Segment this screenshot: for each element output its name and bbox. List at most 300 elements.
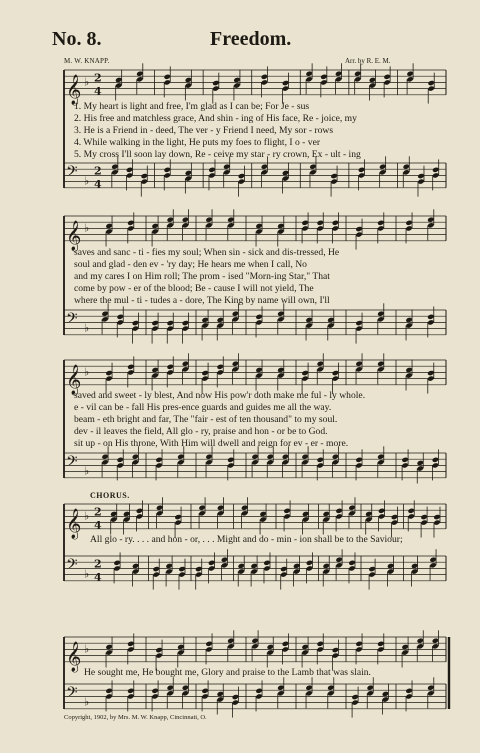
note-head [332,647,339,653]
note-head [330,178,337,184]
note-head [309,169,316,175]
note-head [432,457,439,463]
note-head [306,565,313,571]
note-head [232,366,239,372]
note-head [177,649,184,655]
note-head [405,225,412,231]
note-head [379,169,386,175]
note-head [227,457,234,463]
note-head [174,514,181,520]
system-1-lyric-verse-5: 5. My cross I'll soon lay down, Re - ceive my star - ry crown, Ex - ult - ing [74,149,361,160]
note-head [255,372,262,378]
note-head [368,571,375,577]
note-head [429,562,436,568]
note-head [105,649,112,655]
note-head [335,76,342,82]
note-head [283,508,290,514]
note-head [320,74,327,80]
system-2-lyric-verse-5: where the mul - ti - tudes a - dore, The King by name will own, I'll [74,295,330,306]
time-signature-top: 2 [94,505,102,519]
note-head [391,519,398,525]
note-head [182,325,189,331]
note-head [282,459,289,465]
note-head [323,568,330,574]
note-head [417,465,424,471]
note-head [261,169,268,175]
note-head [355,641,362,647]
treble-clef-icon: 𝄞 [66,364,82,395]
note-head [261,74,268,80]
note-head [420,514,427,520]
treble-clef-icon: 𝄞 [66,641,82,672]
note-head [282,641,289,647]
note-head [164,172,171,178]
note-head [317,641,324,647]
system-3-lyric-verse-2: e - vil can be - fall His pres-ence guards and guides me all the way. [74,402,332,413]
note-head [280,566,287,572]
note-head [115,82,122,88]
note-head [238,568,245,574]
note-head [432,643,439,649]
note-head [433,519,440,525]
note-head [127,369,134,375]
note-head [132,325,139,331]
system-3-lyric-verse-5: sit up - on His throne, With Him will dwell and reign for ev - er - more. [74,438,349,449]
note-head [348,510,355,516]
note-head [403,169,410,175]
note-head [201,688,208,694]
note-head [205,641,212,647]
system-3-lyric-verse-3: beam - eth bright and far, The "fair - est of ten thousand" to my soul. [74,414,338,425]
note-head [153,571,160,577]
note-head [354,76,361,82]
note-head [212,85,219,91]
note-head [263,565,270,571]
time-signature-top: 2 [94,164,102,178]
note-head [427,314,434,320]
note-head [305,322,312,328]
note-head [127,220,134,226]
note-head [117,319,124,325]
note-head [417,173,424,179]
note-head [232,694,239,700]
note-head [332,225,339,231]
note-head [267,459,274,465]
note-head [383,79,390,85]
hymn-number: No. 8. [52,28,102,50]
treble-clef-icon: 𝄞 [66,220,82,251]
note-head [401,462,408,468]
note-head [355,462,362,468]
system-2-lyric-verse-2: soul and glad - den ev - 'ry day; He hears me when I call, No [74,259,307,270]
note-head [401,649,408,655]
note-head [277,372,284,378]
note-head [178,571,185,577]
note-head [369,82,376,88]
note-head [377,459,384,465]
note-head [217,364,224,370]
note-head [113,560,120,566]
note-head [432,167,439,173]
note-head [127,364,134,370]
note-head [205,222,212,228]
note-head [182,366,189,372]
note-head [164,74,171,80]
note-head [208,172,215,178]
note-head [261,79,268,85]
system-2-lyric-verse-1: saves and sanc - ti - fies my soul; When sin - sick and dis-tressed, He [74,247,340,258]
note-head [185,175,192,181]
note-head [208,565,215,571]
note-head [367,690,374,696]
note-head [153,566,160,572]
note-head [155,652,162,658]
note-head [105,693,112,699]
note-head [332,652,339,658]
note-head [365,516,372,522]
note-head [327,690,334,696]
flat-icon: ♭ [84,365,90,379]
note-head [165,568,172,574]
note-head [332,375,339,381]
system-3-lyric-verse-4: dev - il leaves the field, All glo - ry, praise and hon - or be to God. [74,426,328,437]
note-head [355,325,362,331]
note-head [305,76,312,82]
note-head [405,322,412,328]
note-head [164,79,171,85]
note-head [382,696,389,702]
note-head [282,646,289,652]
note-head [151,372,158,378]
hymn-title: Freedom. [210,28,292,50]
note-head [427,370,434,376]
note-head [277,316,284,322]
note-head [332,370,339,376]
note-head [117,462,124,468]
note-head [221,562,228,568]
note-head [212,80,219,86]
note-head [411,568,418,574]
note-head [117,457,124,463]
note-head [113,565,120,571]
note-head [267,649,274,655]
note-head [117,314,124,320]
note-head [301,375,308,381]
note-head [355,231,362,237]
note-head [201,375,208,381]
note-head [227,643,234,649]
note-head [427,375,434,381]
note-head [405,688,412,694]
note-head [201,322,208,328]
note-head [127,646,134,652]
time-signature-top: 2 [94,71,102,85]
note-head [282,80,289,86]
note-head [351,699,358,705]
note-head [178,566,185,572]
time-signature-bottom: 4 [94,84,102,98]
note-head [141,178,148,184]
note-head [111,169,118,175]
note-head [205,459,212,465]
note-head [377,641,384,647]
note-head [105,370,112,376]
note-head [232,316,239,322]
note-head [136,508,143,514]
note-head [259,516,266,522]
note-head [377,646,384,652]
note-head [377,225,384,231]
note-head [167,325,174,331]
note-head [127,688,134,694]
note-head [195,571,202,577]
note-head [428,85,435,91]
note-head [227,462,234,468]
note-head [408,508,415,514]
note-head [377,220,384,226]
bass-clef-icon: 𝄢 [66,310,78,332]
treble-clef-icon: 𝄞 [66,508,82,539]
note-head [167,369,174,375]
note-head [317,462,324,468]
note-head [420,519,427,525]
note-head [232,699,239,705]
note-head [132,320,139,326]
note-head [277,228,284,234]
treble-clef-icon: 𝄞 [66,74,82,105]
note-head [151,228,158,234]
note-head [251,643,258,649]
flat-icon: ♭ [84,321,90,335]
note-head [432,462,439,468]
note-head [174,519,181,525]
note-head [377,316,384,322]
note-head [405,372,412,378]
note-head [348,565,355,571]
note-head [358,172,365,178]
bass-clef-icon: 𝄢 [66,556,78,578]
note-head [233,82,240,88]
bass-clef-icon: 𝄢 [66,163,78,185]
note-head [217,369,224,375]
note-head [167,222,174,228]
note-head [301,649,308,655]
note-head [208,167,215,173]
note-head [378,508,385,514]
note-head [167,690,174,696]
note-head [387,568,394,574]
note-head [432,172,439,178]
time-signature-top: 2 [94,557,102,571]
note-head [223,169,230,175]
note-head [355,366,362,372]
note-head [155,647,162,653]
note-head [151,693,158,699]
note-head [368,566,375,572]
note-head [105,228,112,234]
note-head [327,322,334,328]
note-head [205,646,212,652]
note-head [182,690,189,696]
note-head [305,690,312,696]
copyright-notice: Copyright, 1902, by Mrs. M. W. Knapp, Cincinnati, O. [64,714,207,721]
note-head [238,173,245,179]
note-head [335,508,342,514]
note-head [317,225,324,231]
note-head [217,510,224,516]
flat-icon: ♭ [84,464,90,478]
note-head [427,690,434,696]
note-head [317,646,324,652]
note-head [408,513,415,519]
note-head [208,560,215,566]
note-head [280,571,287,577]
note-head [383,74,390,80]
note-head [293,568,300,574]
note-head [378,513,385,519]
time-signature-bottom: 4 [94,177,102,191]
note-head [195,566,202,572]
flat-icon: ♭ [84,509,90,523]
note-head [177,459,184,465]
note-head [101,316,108,322]
note-head [282,175,289,181]
note-head [185,82,192,88]
note-head [358,167,365,173]
note-head [348,560,355,566]
note-head [105,375,112,381]
system-1-lyric-verse-3: 3. He is a Friend in - deed, The ver - y Friend I need, My sor - rows [74,125,334,136]
system-1-lyric-verse-1: 1. My heart is light and free, I'm glad as I can be; For Je - sus [74,101,310,112]
bass-clef-icon: 𝄢 [66,684,78,706]
note-head [250,568,257,574]
chorus-lyric-line-2: He sought me, He bought me, Glory and praise to the Lamb that was slain. [84,667,371,678]
note-head [126,172,133,178]
chorus-label: CHORUS. [90,491,130,500]
note-head [427,319,434,325]
note-head [320,79,327,85]
note-head [301,370,308,376]
note-head [151,688,158,694]
arranger-credit: Arr. by R. E. M. [345,57,391,65]
note-head [251,459,258,465]
note-head [132,568,139,574]
note-head [151,320,158,326]
note-head [317,366,324,372]
flat-icon: ♭ [84,642,90,656]
note-head [377,366,384,372]
note-head [301,225,308,231]
note-head [241,510,248,516]
note-head [355,226,362,232]
note-head [301,459,308,465]
note-head [101,459,108,465]
note-head [405,693,412,699]
note-head [141,173,148,179]
note-head [306,560,313,566]
note-head [110,516,117,522]
note-head [182,320,189,326]
note-head [282,85,289,91]
note-head [405,220,412,226]
system-1-lyric-verse-4: 4. While walking in the light, He puts my foes to flight, I o - ver [74,137,321,148]
note-head [217,322,224,328]
note-head [317,220,324,226]
note-head [355,320,362,326]
note-head [127,693,134,699]
note-head [255,693,262,699]
composer-credit: M. W. KNAPP. [64,57,110,65]
note-head [428,80,435,86]
note-head [351,694,358,700]
note-head [332,459,339,465]
note-head [217,696,224,702]
system-1-lyric-verse-2: 2. His free and matchless grace, And shin - ing of His face, Re - joice, my [74,113,357,124]
flat-icon: ♭ [84,174,90,188]
note-head [198,510,205,516]
note-head [427,222,434,228]
note-head [126,167,133,173]
time-signature-bottom: 4 [94,518,102,532]
chorus-lyric-line-1: All glo - ry. . . . and hon - or, . . . Might and do - min - ion shall be to the Saviour; [90,534,403,545]
flat-icon: ♭ [84,75,90,89]
note-head [417,643,424,649]
note-head [156,510,163,516]
system-2-lyric-verse-4: come by pow - er of the blood; Be - cause I will not yield, The [74,283,314,294]
note-head [263,560,270,566]
note-head [182,222,189,228]
note-head [123,516,130,522]
note-head [255,688,262,694]
note-head [105,688,112,694]
note-head [330,173,337,179]
note-head [355,646,362,652]
note-head [201,693,208,699]
note-head [136,76,143,82]
note-head [433,514,440,520]
note-head [155,457,162,463]
bass-clef-icon: 𝄢 [66,453,78,475]
system-2-lyric-verse-3: and my cares I on Him roll; The prom - ised "Morn-ing Star," That [74,271,330,282]
flat-icon: ♭ [84,221,90,235]
system-3-lyric-verse-1: saved and sweet - ly blest, And now His pow'r doth make me ful - ly whole. [74,390,366,401]
flat-icon: ♭ [84,695,90,709]
note-head [335,513,342,519]
note-head [167,364,174,370]
time-signature-bottom: 4 [94,570,102,584]
note-head [332,220,339,226]
note-head [167,320,174,326]
note-head [127,641,134,647]
note-head [401,457,408,463]
note-head [301,220,308,226]
note-head [255,228,262,234]
flat-icon: ♭ [84,567,90,581]
note-head [227,222,234,228]
note-head [323,516,330,522]
note-head [151,325,158,331]
note-head [155,462,162,468]
note-head [238,178,245,184]
note-head [302,516,309,522]
note-head [317,457,324,463]
note-head [406,76,413,82]
note-head [255,314,262,320]
note-head [277,690,284,696]
note-head [255,319,262,325]
note-head [164,167,171,173]
note-head [335,562,342,568]
